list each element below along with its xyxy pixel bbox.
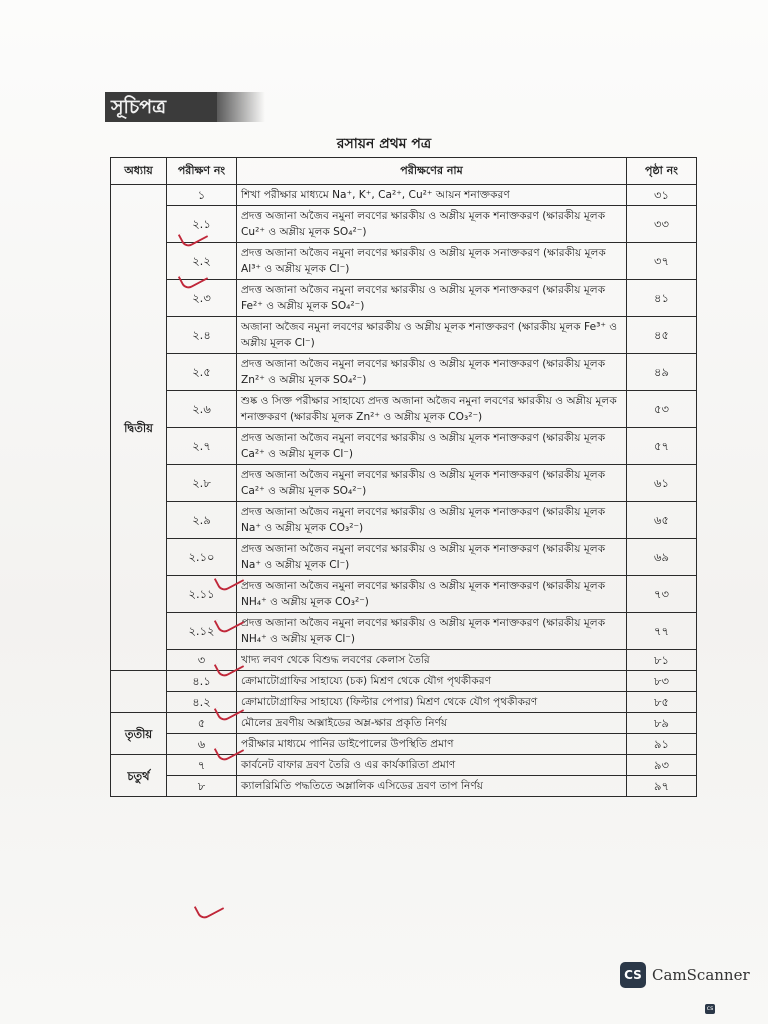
experiment-name: শুষ্ক ও সিক্ত পরীক্ষার সাহায্যে প্রদত্ত অজানা অজৈব নমুনা লবণের ক্ষারকীয় ও অম্লীয় মূলক শনাক্তকরণ (ক্ষারকীয় মূলক Zn²⁺ ও অম্লীয় মূলক CO₃²⁻) (237, 391, 627, 428)
page-title: সূচিপত্র (105, 92, 217, 122)
experiment-index-table (110, 157, 697, 797)
experiment-no: ২.৫ (167, 354, 237, 391)
table-row (111, 671, 697, 692)
experiment-no: ২.৪ (167, 317, 237, 354)
page-no: ৩১ (627, 185, 697, 206)
experiment-name: অজানা অজৈব নমুনা লবণের ক্ষারকীয় ও অম্লীয় মূলক শনাক্তকরণ (ক্ষারকীয় মূলক Fe³⁺ ও অম্লীয় মূলক Cl⁻) (237, 317, 627, 354)
table-row (111, 539, 697, 576)
experiment-no: ১ (167, 185, 237, 206)
page-no: ৭৭ (627, 613, 697, 650)
page-no: ৮৯ (627, 713, 697, 734)
table-row (111, 391, 697, 428)
table-row (111, 354, 697, 391)
experiment-no: ৬ (167, 734, 237, 755)
page-no: ৭৩ (627, 576, 697, 613)
experiment-name: প্রদত্ত অজানা অজৈব নমুনা লবণের ক্ষারকীয় ও অম্লীয় মূলক সনাক্তকরণ (ক্ষারকীয় মূলক Al³⁺ ও অম্লীয় মূলক Cl⁻) (237, 243, 627, 280)
chapter-third: তৃতীয় (111, 713, 167, 755)
experiment-name: প্রদত্ত অজানা অজৈব নমুনা লবণের ক্ষারকীয় ও অম্লীয় মূলক শনাক্তকরণ (ক্ষারকীয় মূলক Cu²⁺ ও অম্লীয় মূলক SO₄²⁻) (237, 206, 627, 243)
experiment-name: প্রদত্ত অজানা অজৈব নমুনা লবণের ক্ষারকীয় ও অম্লীয় মূলক শনাক্তকরণ (ক্ষারকীয় মূলক Na⁺ ও অম্লীয় মূলক CO₃²⁻) (237, 502, 627, 539)
page-no: ৫৩ (627, 391, 697, 428)
page-no: ৯৭ (627, 776, 697, 797)
experiment-name: প্রদত্ত অজানা অজৈব নমুনা লবণের ক্ষারকীয় ও অম্লীয় মূলক শনাক্তকরণ (ক্ষারকীয় মূলক Zn²⁺ ও অম্লীয় মূলক SO₄²⁻) (237, 354, 627, 391)
experiment-no: ৭ (167, 755, 237, 776)
page-no: ৬৫ (627, 502, 697, 539)
experiment-no: ২.৩ (167, 280, 237, 317)
page-no: ৯৩ (627, 755, 697, 776)
experiment-no: ২.৭ (167, 428, 237, 465)
experiment-name: প্রদত্ত অজানা অজৈব নমুনা লবণের ক্ষারকীয় ও অম্লীয় মূলক শনাক্তকরণ (ক্ষারকীয় মূলক NH₄⁺ ও অম্লীয় মূলক CO₃²⁻) (237, 576, 627, 613)
table-row (111, 576, 697, 613)
camscanner-corner-icon: cs (706, 1005, 714, 1012)
table-row (111, 428, 697, 465)
camscanner-logo-icon: CS (620, 962, 646, 988)
table-row (111, 713, 697, 734)
experiment-name: প্রদত্ত অজানা অজৈব নমুনা লবণের ক্ষারকীয় ও অম্লীয় মূলক শনাক্তকরণ (ক্ষারকীয় মূলক Ca²⁺ ও অম্লীয় মূলক Cl⁻) (237, 428, 627, 465)
table-row (111, 755, 697, 776)
experiment-name: ক্রোমাটোগ্রাফির সাহায্যে (ফিল্টার পেপার) মিশ্রণ থেকে যৌগ পৃথকীকরণ (237, 692, 627, 713)
page-no-header: পৃষ্ঠা নং (627, 158, 697, 185)
chapter-fourth: চতুর্থ (111, 755, 167, 797)
experiment-name: প্রদত্ত অজানা অজৈব নমুনা লবণের ক্ষারকীয় ও অম্লীয় মূলক শনাক্তকরণ (ক্ষারকীয় মূলক NH₄⁺ ও অম্লীয় মূলক Cl⁻) (237, 613, 627, 650)
experiment-no: ৩ (167, 650, 237, 671)
chapter-second: দ্বিতীয় (111, 185, 167, 671)
page-no: ৫৭ (627, 428, 697, 465)
page-no: ৪৯ (627, 354, 697, 391)
page-no: ৩৭ (627, 243, 697, 280)
table-row (111, 613, 697, 650)
page-no: ৮৩ (627, 671, 697, 692)
table-row (111, 185, 697, 206)
page-no: ৬৯ (627, 539, 697, 576)
experiment-name: প্রদত্ত অজানা অজৈব নমুনা লবণের ক্ষারকীয় ও অম্লীয় মূলক শনাক্তকরণ (ক্ষারকীয় মূলক Na⁺ ও অম্লীয় মূলক Cl⁻) (237, 539, 627, 576)
table-row (111, 465, 697, 502)
experiment-no: ২.৬ (167, 391, 237, 428)
table-row (111, 650, 697, 671)
experiment-no: ৫ (167, 713, 237, 734)
experiment-name: প্রদত্ত অজানা অজৈব নমুনা লবণের ক্ষারকীয় ও অম্লীয় মূলক শনাক্তকরণ (ক্ষারকীয় মূলক Fe²⁺ ও অম্লীয় মূলক SO₄²⁻) (237, 280, 627, 317)
page-no: ৮৫ (627, 692, 697, 713)
table-row (111, 502, 697, 539)
experiment-name: মৌলের দ্রবণীয় অক্সাইডের অম্ল-ক্ষার প্রকৃতি নির্ণয় (237, 713, 627, 734)
chapter-header: অধ্যায় (111, 158, 167, 185)
subject-heading: রসায়ন প্রথম পত্র (336, 136, 432, 152)
experiment-name: শিখা পরীক্ষার মাধ্যমে Na⁺, K⁺, Ca²⁺, Cu²⁺ আয়ন শনাক্তকরণ (237, 185, 627, 206)
experiment-name: পরীক্ষার মাধ্যমে পানির ডাইপোলের উপস্থিতি প্রমাণ (237, 734, 627, 755)
experiment-name: কার্বনেট বাফার দ্রবণ তৈরি ও এর কার্যকারিতা প্রমাণ (237, 755, 627, 776)
experiment-no: ২.৯ (167, 502, 237, 539)
page-no: ৪৫ (627, 317, 697, 354)
experiment-no: ৮ (167, 776, 237, 797)
experiment-no: ২.১ (167, 206, 237, 243)
experiment-no: ২.২ (167, 243, 237, 280)
experiment-name: ক্যালরিমিতি পদ্ধতিতে অম্লালিক এসিডের দ্রবণ তাপ নির্ণয় (237, 776, 627, 797)
page-no: ৩৩ (627, 206, 697, 243)
table-row (111, 317, 697, 354)
page-no: ৪১ (627, 280, 697, 317)
experiment-no: ২.১০ (167, 539, 237, 576)
experiment-name: খাদ্য লবণ থেকে বিশুদ্ধ লবণের কেলাস তৈরি (237, 650, 627, 671)
page-no: ৯১ (627, 734, 697, 755)
page-no: ৬১ (627, 465, 697, 502)
experiment-no: ৪.২ (167, 692, 237, 713)
table-row (111, 734, 697, 755)
experiment-no: ২.১২ (167, 613, 237, 650)
experiment-name: ক্রোমাটোগ্রাফির সাহায্যে (চক) মিশ্রণ থেকে যৌগ পৃথকীকরণ (237, 671, 627, 692)
table-row (111, 692, 697, 713)
experiment-name: প্রদত্ত অজানা অজৈব নমুনা লবণের ক্ষারকীয় ও অম্লীয় মূলক শনাক্তকরণ (ক্ষারকীয় মূলক Ca²⁺ ও অম্লীয় মূলক SO₄²⁻) (237, 465, 627, 502)
page-no: ৮১ (627, 650, 697, 671)
table-row (111, 280, 697, 317)
page-title-fade (217, 92, 265, 122)
chapter-empty (111, 671, 167, 713)
camscanner-watermark: CamScanner (652, 966, 750, 984)
experiment-no: ৪.১ (167, 671, 237, 692)
experiment-name-header: পরীক্ষণের নাম (237, 158, 627, 185)
experiment-no: ২.৮ (167, 465, 237, 502)
table-header-row (111, 158, 697, 185)
experiment-no-header: পরীক্ষণ নং (167, 158, 237, 185)
table-row (111, 776, 697, 797)
experiment-no: ২.১১ (167, 576, 237, 613)
